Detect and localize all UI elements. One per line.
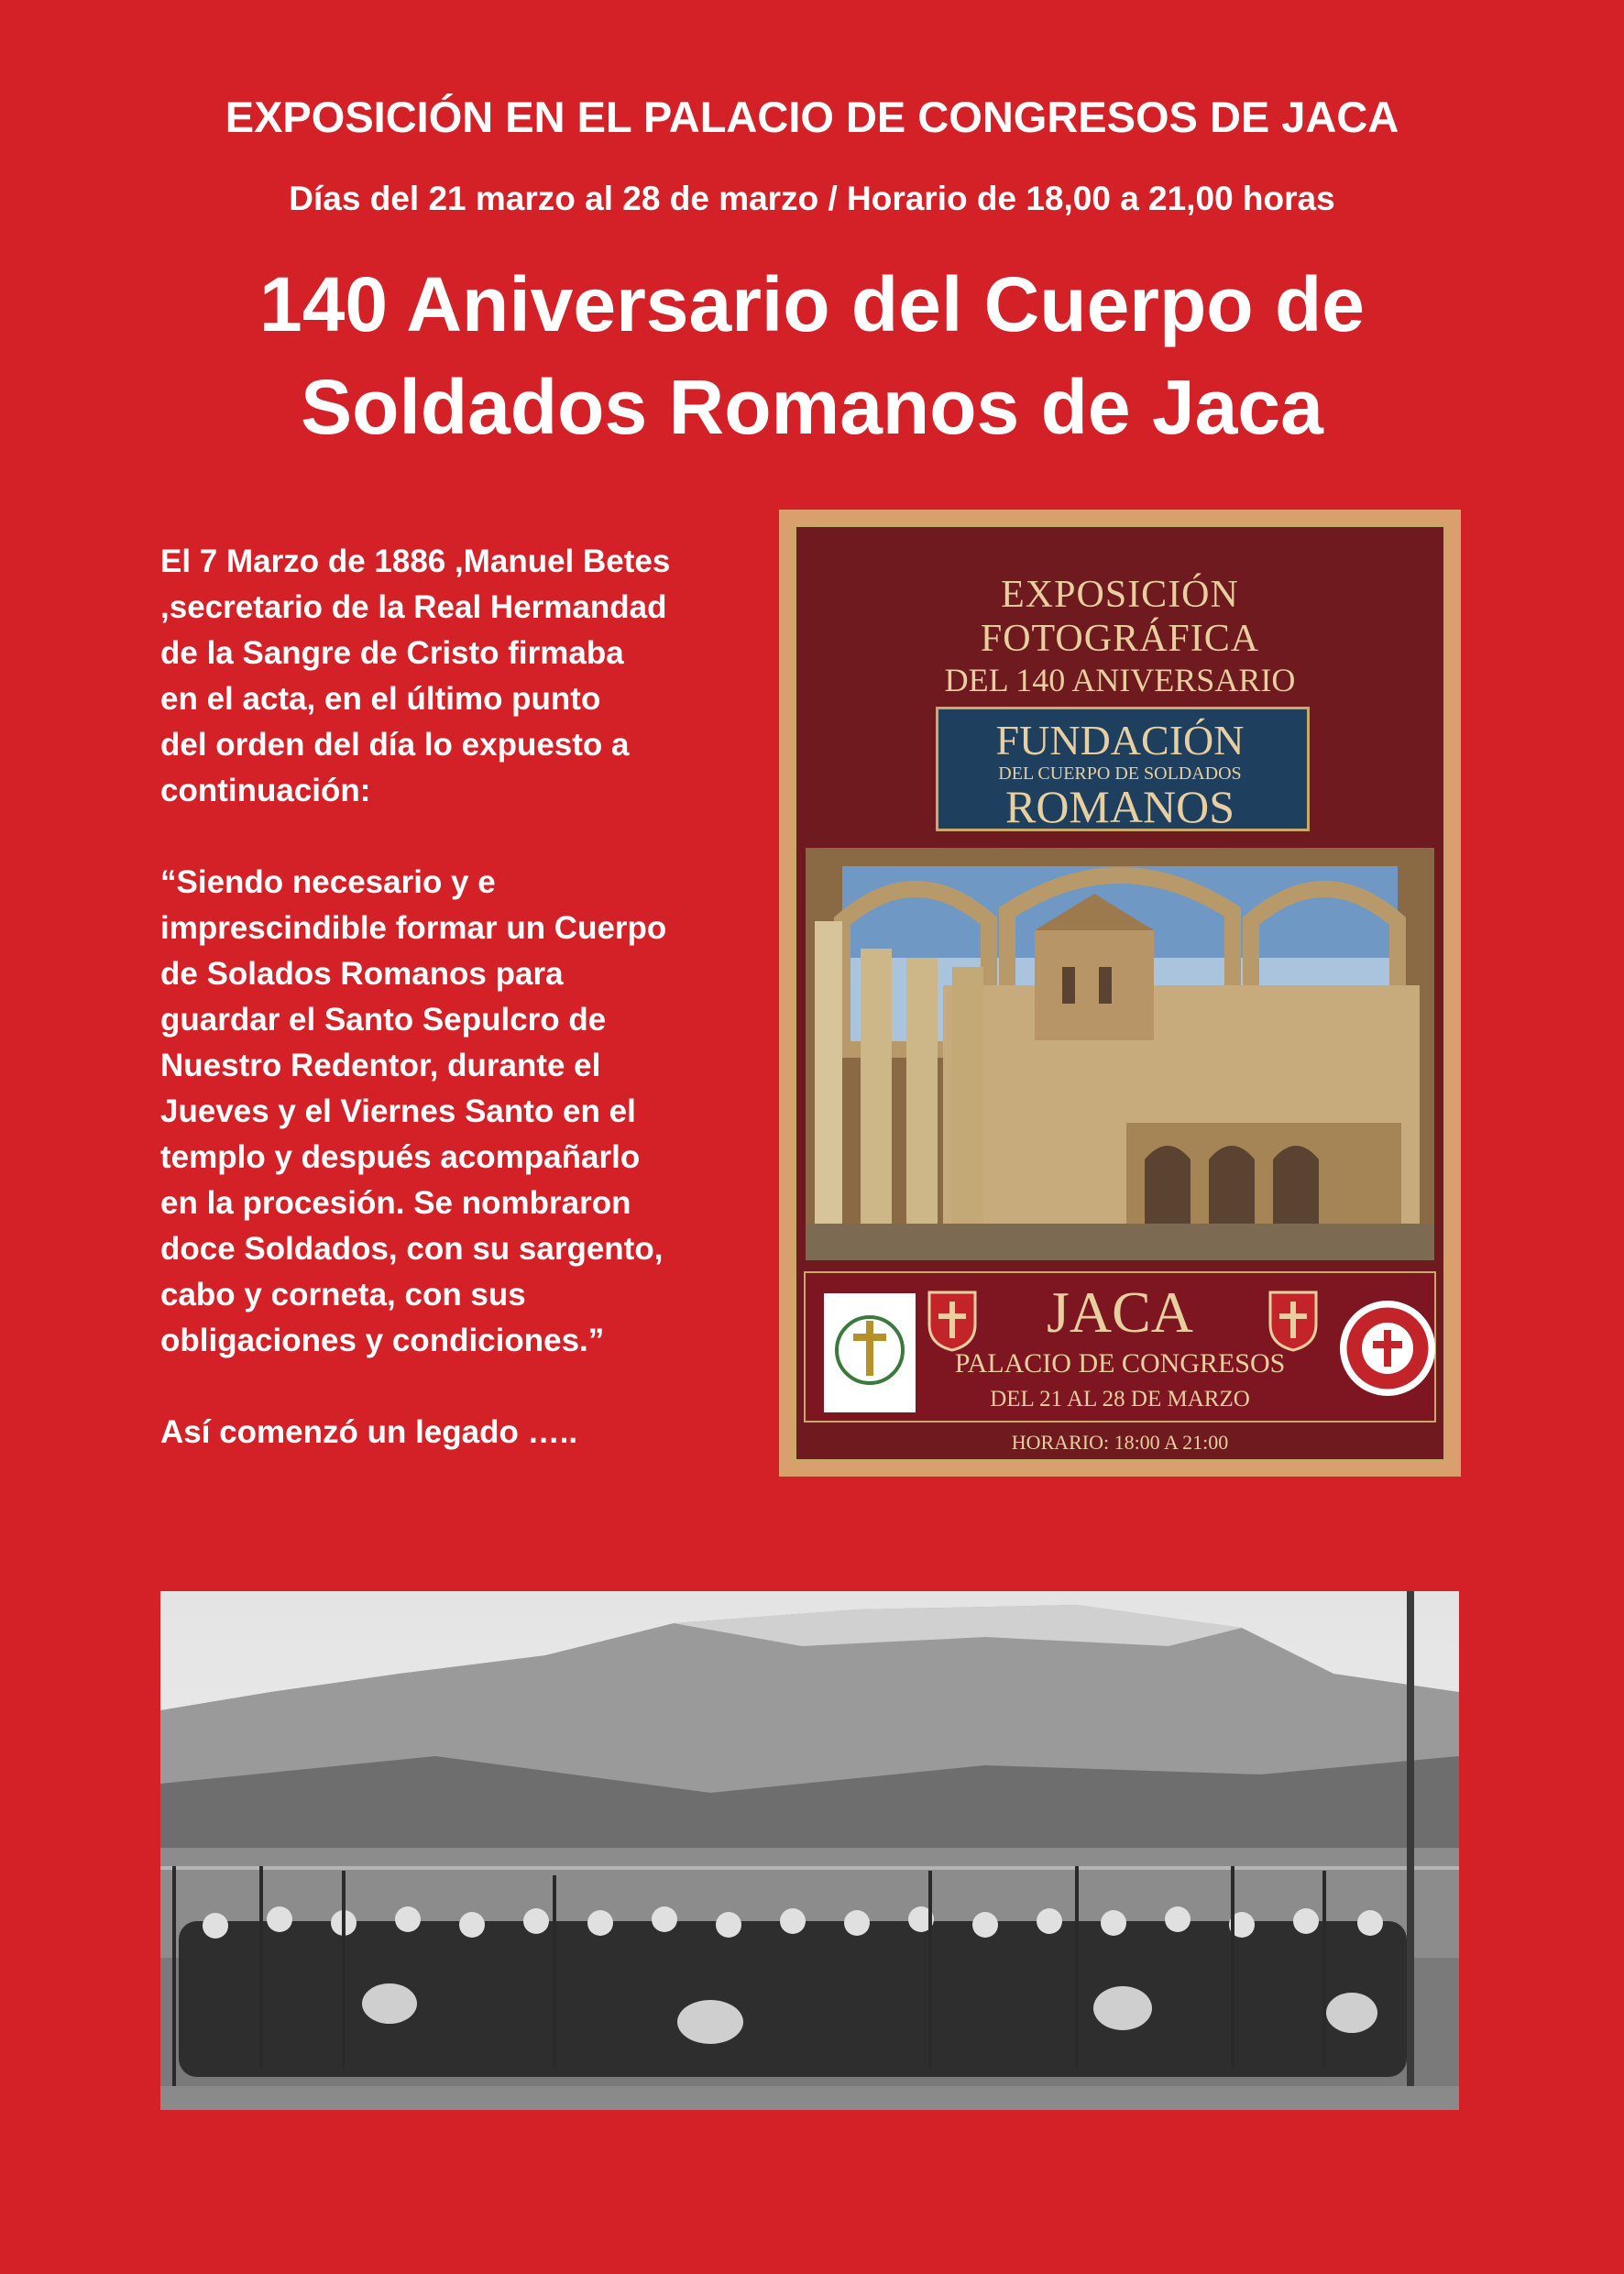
- poster-fundacion: FUNDACIÓN: [995, 717, 1245, 763]
- poster-city: JACA: [1046, 1280, 1194, 1345]
- poster-exposicion: EXPOSICIÓN: [1001, 574, 1239, 616]
- poster-aniversario: DEL 140 ANIVERSARIO: [944, 662, 1296, 698]
- poster-frame: [794, 524, 1446, 1462]
- text-line: guardar el Santo Sepulcro de: [160, 1002, 607, 1038]
- text-line: en el acta, en el último punto: [160, 681, 601, 717]
- text-line: de Solados Romanos para: [160, 956, 564, 992]
- title-line-1: 140 Aniversario del Cuerpo de: [259, 261, 1365, 347]
- poster-cathedral-illustration: [806, 848, 1434, 1260]
- title-line-2: Soldados Romanos de Jaca: [301, 364, 1323, 450]
- poster-cuerpo: DEL CUERPO DE SOLDADOS: [998, 763, 1242, 784]
- text-line: en la procesión. Se nombraron: [160, 1185, 631, 1221]
- text-line: continuación:: [160, 773, 371, 808]
- text-line: templo y después acompañarlo: [160, 1139, 641, 1175]
- text-line: del orden del día lo expuesto a: [160, 727, 630, 763]
- text-line: imprescindible formar un Cuerpo: [160, 910, 667, 946]
- history-text: [160, 539, 729, 1456]
- closing-line: Así comenzó un legado …..: [160, 1414, 578, 1450]
- poster-romanos: ROMANOS: [1004, 781, 1235, 832]
- text-line: Jueves y el Viernes Santo en el: [160, 1093, 636, 1129]
- poster-horario: HORARIO: 18:00 A 21:00: [1011, 1431, 1229, 1454]
- exhibition-poster: [779, 510, 1461, 1477]
- exhibition-subtitle: EXPOSICIÓN EN EL PALACIO DE CONGRESOS DE JACA: [225, 93, 1399, 141]
- quote-paragraph: [160, 860, 729, 1364]
- text-line: doce Soldados, con su sargento,: [160, 1231, 664, 1267]
- poster-dates: DEL 21 AL 28 DE MARZO: [990, 1387, 1250, 1412]
- poster-fotografica: FOTOGRÁFICA: [980, 618, 1260, 660]
- text-line: ,secretario de la Real Hermandad: [160, 589, 667, 625]
- page-title: [0, 253, 1624, 458]
- intro-paragraph: [160, 539, 729, 814]
- text-line: Nuestro Redentor, durante el: [160, 1048, 601, 1083]
- historical-group-photo: [160, 1591, 1459, 2110]
- text-line: El 7 Marzo de 1886 ,Manuel Betes: [160, 544, 671, 579]
- text-line: obligaciones y condiciones.”: [160, 1323, 605, 1358]
- poster-venue: PALACIO DE CONGRESOS: [954, 1348, 1286, 1379]
- text-line: cabo y corneta, con sus: [160, 1277, 526, 1313]
- text-line: “Siendo necesario y e: [160, 864, 496, 900]
- exhibition-dates: Días del 21 marzo al 28 de marzo / Horario de 18,00 a 21,00 horas: [289, 180, 1335, 217]
- text-line: de la Sangre de Cristo firmaba: [160, 635, 624, 671]
